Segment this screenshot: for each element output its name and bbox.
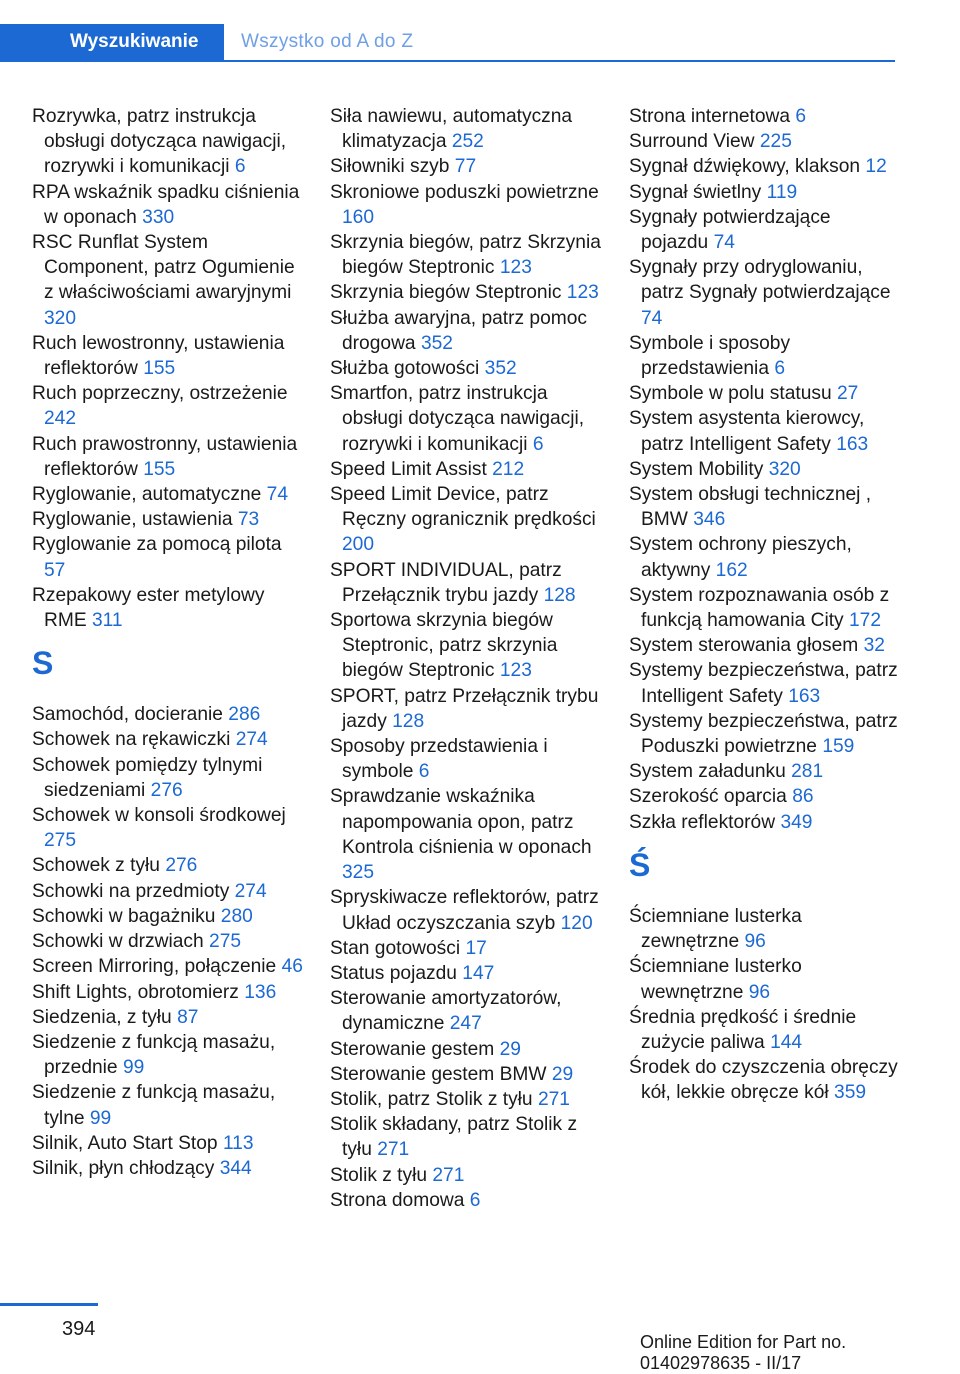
page-link[interactable]: 286 — [228, 704, 261, 726]
index-entry-text: Samochód, docieranie — [32, 704, 223, 726]
index-entry — [330, 936, 602, 961]
page-link[interactable]: 27 — [836, 383, 859, 405]
page-link[interactable]: 271 — [432, 1164, 465, 1186]
page-link[interactable]: 280 — [220, 905, 253, 927]
index-entry — [330, 885, 602, 935]
index-entry — [32, 331, 304, 381]
index-entry — [330, 1188, 602, 1213]
index-entry-text: Strona domowa — [330, 1189, 465, 1211]
index-entry — [629, 180, 901, 205]
page-link[interactable]: 159 — [822, 736, 855, 758]
index-entry — [330, 306, 602, 356]
page-link[interactable]: 144 — [770, 1031, 803, 1053]
index-entry — [629, 658, 901, 708]
index-entry — [32, 432, 304, 482]
page-link[interactable]: 86 — [792, 786, 814, 808]
index-entry-text: Sterowanie gestem — [330, 1038, 495, 1060]
page-link[interactable]: 212 — [492, 458, 525, 480]
index-entry — [629, 205, 901, 255]
index-entry — [32, 532, 304, 582]
page-link[interactable]: 271 — [537, 1088, 570, 1110]
index-entry — [32, 954, 304, 979]
page-link[interactable]: 17 — [465, 937, 487, 959]
index-entry — [330, 558, 602, 608]
index-entry-text: Strona internetowa — [629, 106, 791, 127]
page-link[interactable]: 276 — [165, 855, 198, 877]
index-entry — [330, 381, 602, 457]
index-entry-text: Ryglowanie, ustawienia — [32, 509, 233, 531]
index-entry — [629, 154, 901, 179]
index-entry — [629, 406, 901, 456]
index-entry — [330, 1112, 602, 1162]
page-link[interactable]: 325 — [342, 862, 375, 884]
index-entry-text: Sposoby przedstawienia i symbole — [330, 736, 548, 783]
page-link[interactable]: 271 — [377, 1139, 410, 1161]
page-link[interactable]: 172 — [848, 610, 881, 632]
index-entry-text: Służba gotowości — [330, 358, 480, 380]
page-link[interactable]: 346 — [693, 509, 726, 531]
index-entry — [330, 104, 602, 154]
index-entry-text: Siedzenie z funkcją masażu, przednie — [32, 1031, 276, 1079]
page-link[interactable]: 155 — [143, 458, 176, 480]
index-entry-text: Sygnał świetlny — [629, 181, 762, 203]
index-column-3 — [629, 104, 901, 1106]
page-link[interactable]: 352 — [420, 332, 453, 354]
page-link[interactable]: 74 — [713, 232, 735, 254]
index-entry — [629, 954, 901, 1004]
index-entry-text: Smartfon, patrz instrukcja obsługi dotycząca nawigacji, rozrywki i komunikacji — [330, 383, 585, 455]
page-link[interactable]: 200 — [342, 534, 375, 556]
index-entry — [330, 482, 602, 558]
page-link[interactable]: 330 — [142, 206, 175, 228]
index-entry — [330, 986, 602, 1036]
page-link[interactable]: 163 — [836, 433, 869, 455]
page-link[interactable]: 311 — [91, 610, 123, 632]
page-link[interactable]: 128 — [543, 584, 576, 606]
index-entry-text: Sprawdzanie wskaźnika napompowania opon, patrz Kontrola ciśnienia w oponach — [330, 786, 592, 858]
index-entry — [32, 1030, 304, 1080]
index-entry — [330, 608, 602, 684]
page-link[interactable]: 120 — [560, 912, 593, 934]
page-link[interactable]: 6 — [795, 106, 807, 127]
index-entry — [32, 753, 304, 803]
index-entry-text: Skrzynia biegów, patrz Skrzynia biegów Steptronic — [330, 232, 601, 279]
index-entry — [32, 929, 304, 954]
index-entry-text: Środek do czyszczenia obręczy kół, lekkie obręcze kół — [629, 1057, 898, 1104]
page-link[interactable]: 320 — [768, 458, 801, 480]
index-entry-text: Ściemniane lusterka zewnętrzne — [629, 905, 802, 953]
page-link[interactable]: 320 — [44, 307, 77, 329]
index-entry-text: System rozpoznawania osób z funkcją hamowania City — [629, 584, 890, 632]
index-entry-text: RPA wskaźnik spadku ciśnienia w oponach — [32, 181, 300, 228]
page-link[interactable]: 247 — [449, 1013, 482, 1035]
page-link[interactable]: 225 — [759, 131, 792, 153]
page-link[interactable]: 163 — [788, 685, 821, 707]
index-entry — [32, 180, 304, 230]
page-link[interactable]: 29 — [551, 1063, 574, 1085]
index-entry-text: Stolik, patrz Stolik z tyłu — [330, 1088, 533, 1110]
index-entry — [330, 1087, 602, 1112]
page-link[interactable]: 123 — [566, 282, 599, 304]
index-entry-text: Sygnały potwierdzające pojazdu — [629, 206, 831, 254]
page-link[interactable]: 73 — [237, 509, 260, 531]
page-link[interactable]: 242 — [44, 408, 77, 430]
index-entry — [330, 280, 602, 305]
page-link[interactable]: 6 — [234, 156, 246, 178]
index-entry-text: Sygnał dźwiękowy, klakson — [629, 156, 861, 178]
index-entry-text: Schowek pomiędzy tylnymi siedzeniami — [32, 754, 263, 801]
index-entry — [330, 457, 602, 482]
index-entry-text: RSC Runflat System Component, patrz Ogumienie z właściwościami awaryjnymi — [32, 232, 295, 304]
index-entry-text: Siedzenie z funkcją masażu, tylne — [32, 1082, 276, 1129]
page-link[interactable]: 96 — [748, 981, 771, 1003]
page-link[interactable]: 6 — [532, 433, 544, 455]
index-entry — [629, 583, 901, 633]
page-link[interactable]: 359 — [834, 1082, 867, 1104]
index-entry — [330, 1163, 602, 1188]
index-entry-text: Siłowniki szyb — [330, 156, 450, 178]
page-link[interactable]: 77 — [454, 156, 477, 178]
page-number: 394 — [62, 1318, 96, 1340]
index-entry-text: System załadunku — [629, 761, 786, 783]
index-entry — [32, 702, 304, 727]
index-entry — [330, 356, 602, 381]
page-link[interactable]: 136 — [244, 981, 277, 1003]
page-link[interactable]: 46 — [281, 956, 303, 978]
index-entry-text: Ryglowanie za pomocą pilota — [32, 534, 282, 556]
index-entry-text: System asystenta kierowcy, patrz Intelligent Safety — [629, 408, 865, 455]
index-entry-text: Surround View — [629, 131, 755, 153]
index-entry — [629, 381, 901, 406]
index-entry — [629, 709, 901, 759]
index-entry-text: Stan gotowości — [330, 937, 461, 959]
index-entry — [32, 104, 304, 180]
page-link[interactable]: 155 — [143, 358, 176, 380]
index-entry — [330, 684, 602, 734]
index-entry — [629, 1005, 901, 1055]
index-entry-text: Szerokość oparcia — [629, 786, 787, 808]
index-entry-text: Ryglowanie, automatyczne — [32, 484, 262, 506]
index-entry-text: Systemy bezpieczeństwa, patrz Intelligent Safety — [629, 660, 898, 707]
page-link[interactable]: 119 — [766, 181, 798, 203]
index-entry — [629, 457, 901, 482]
tab-a-to-z[interactable]: Wszystko od A do Z — [241, 31, 414, 52]
index-entry — [330, 154, 602, 179]
index-entry — [32, 727, 304, 752]
index-entry — [32, 879, 304, 904]
section-letter: Ś — [629, 846, 651, 883]
page-link[interactable]: 349 — [780, 811, 813, 833]
index-entry — [629, 633, 901, 658]
index-entry-text: Ruch poprzeczny, ostrzeżenie — [32, 383, 288, 405]
index-entry-text: Sterowanie amortyzatorów, dynamiczne — [330, 988, 562, 1035]
page-link[interactable]: 29 — [499, 1038, 521, 1060]
index-entry — [330, 180, 602, 230]
page-link[interactable]: 32 — [863, 635, 885, 657]
tab-search[interactable]: Wyszukiwanie — [0, 24, 224, 60]
index-entry-text: SPORT, patrz Przełącznik trybu jazdy — [330, 685, 599, 732]
page-link[interactable]: 123 — [499, 660, 532, 682]
page-link[interactable]: 6 — [418, 761, 430, 783]
page-link[interactable]: 352 — [484, 358, 517, 380]
index-entry-text: Schowek w konsoli środkowej — [32, 805, 286, 827]
page-link[interactable]: 123 — [499, 257, 532, 279]
index-entry — [32, 381, 304, 431]
index-entry-text: System sterowania głosem — [629, 635, 859, 657]
index-entry-text: Służba awaryjna, patrz pomoc drogowa — [330, 307, 588, 354]
index-entry-text: Schowki na przedmioty — [32, 880, 230, 902]
footer-rule — [0, 1303, 98, 1306]
index-entry-text: Stolik z tyłu — [330, 1164, 428, 1186]
section-letter: S — [32, 645, 54, 682]
index-entry — [629, 1055, 901, 1105]
index-entry — [32, 507, 304, 532]
index-entry — [32, 1131, 304, 1156]
page-link[interactable]: 281 — [791, 761, 824, 783]
index-entry-text: SPORT INDIVIDUAL, patrz Przełącznik trybu jazdy — [330, 559, 562, 606]
index-entry — [32, 1005, 304, 1030]
index-entry-text: Sygnały przy odryglowaniu, patrz Sygnały potwierdzające — [629, 257, 891, 304]
index-entry-text: Systemy bezpieczeństwa, patrz Poduszki powietrzne — [629, 710, 898, 758]
index-entry — [32, 583, 304, 633]
page-link[interactable]: 6 — [774, 358, 786, 380]
page-link[interactable]: 252 — [451, 131, 484, 153]
page-link[interactable]: 99 — [89, 1107, 112, 1129]
page-link[interactable]: 74 — [266, 484, 288, 506]
page-link[interactable]: 147 — [462, 962, 495, 984]
index-column-2 — [330, 104, 602, 1213]
page-link[interactable]: 275 — [209, 931, 242, 953]
index-entry — [330, 1037, 602, 1062]
index-entry — [32, 482, 304, 507]
index-entry — [629, 482, 901, 532]
index-entry-text: System obsługi technicznej , BMW — [629, 484, 872, 531]
index-entry-text: Stolik składany, patrz Stolik z tyłu — [330, 1114, 578, 1161]
page-link[interactable]: 344 — [219, 1157, 252, 1179]
index-entry-text: System ochrony pieszych, aktywny — [629, 534, 852, 581]
index-entry-text: Shift Lights, obrotomierz — [32, 981, 239, 1003]
index-entry-text: Szkła reflektorów — [629, 811, 776, 833]
index-entry-text: Średnia prędkość i średnie zużycie paliwa — [629, 1006, 857, 1053]
index-entry-text: Speed Limit Assist — [330, 458, 487, 480]
index-entry-text: Screen Mirroring, połączenie — [32, 956, 277, 978]
index-entry — [32, 803, 304, 853]
page-link[interactable]: 57 — [44, 559, 66, 581]
index-entry-text: Siła nawiewu, automatyczna klimatyzacja — [330, 106, 573, 153]
index-entry — [629, 532, 901, 582]
index-entry-text: Schowek na rękawiczki — [32, 729, 231, 751]
index-entry-text: Silnik, Auto Start Stop — [32, 1132, 218, 1154]
index-entry-text: Schowki w bagażniku — [32, 905, 216, 927]
page-link[interactable]: 276 — [150, 779, 183, 801]
page-link[interactable]: 275 — [44, 830, 77, 852]
index-entry-text: Schowek z tyłu — [32, 855, 160, 877]
index-entry — [330, 961, 602, 986]
page-link[interactable]: 274 — [234, 880, 267, 902]
index-entry — [629, 759, 901, 784]
index-entry-text: Skrzynia biegów Steptronic — [330, 282, 562, 304]
index-entry — [32, 230, 304, 331]
index-entry-text: Rzepakowy ester metylowy RME — [32, 584, 265, 632]
index-entry — [629, 129, 901, 154]
index-entry — [629, 255, 901, 331]
index-entry-text: Spryskiwacze reflektorów, patrz Układ oczyszczania szyb — [330, 887, 599, 934]
page-link[interactable]: 274 — [235, 729, 268, 751]
index-entry-text: Rozrywka, patrz instrukcja obsługi dotycząca nawigacji, rozrywki i komunikacji — [32, 106, 287, 178]
index-entry-text: Symbole w polu statusu — [629, 383, 832, 405]
index-entry — [330, 784, 602, 885]
header-tabs — [0, 24, 895, 62]
index-entry-text: Symbole i sposoby przedstawienia — [629, 332, 791, 380]
index-entry-text: Ruch lewostronny, ustawienia reflektorów — [32, 332, 285, 380]
page-link[interactable]: 162 — [715, 559, 748, 581]
page-link[interactable]: 160 — [342, 206, 375, 228]
index-entry-text: Ruch prawostronny, ustawienia reflektorów — [32, 433, 298, 480]
index-entry-text: Skroniowe poduszki powietrzne — [330, 181, 599, 203]
index-column-1 — [32, 104, 304, 1181]
index-entry-text: Sterowanie gestem BMW — [330, 1063, 547, 1085]
index-entry — [32, 904, 304, 929]
edition-note: Online Edition for Part no. 01402978635 - II/17 — [640, 1332, 847, 1373]
index-entry — [330, 734, 602, 784]
page-link[interactable]: 96 — [744, 931, 766, 953]
page-link[interactable]: 74 — [641, 307, 663, 329]
index-entry-text: Speed Limit Device, patrz Ręczny ogranicznik prędkości — [330, 484, 596, 531]
index-entry — [330, 230, 602, 280]
index-entry-text: Silnik, płyn chłodzący — [32, 1157, 215, 1179]
index-entry-text: Sportowa skrzynia biegów Steptronic, patrz skrzynia biegów Steptronic — [330, 610, 558, 682]
page-link[interactable]: 87 — [177, 1006, 199, 1028]
index-entry-text: System Mobility — [629, 458, 764, 480]
index-entry — [629, 331, 901, 381]
page-link[interactable]: 12 — [865, 156, 887, 178]
page-link[interactable]: 128 — [392, 710, 425, 732]
index-entry-text: Siedzenia, z tyłu — [32, 1006, 172, 1028]
index-entry-text: Schowki w drzwiach — [32, 931, 204, 953]
index-entry — [32, 853, 304, 878]
index-entry — [629, 810, 901, 835]
index-entry — [629, 904, 901, 954]
index-entry — [629, 104, 901, 129]
page-link[interactable]: 6 — [469, 1189, 481, 1211]
index-entry — [32, 1156, 304, 1181]
index-entry — [330, 1062, 602, 1087]
index-entry-text: Status pojazdu — [330, 962, 457, 984]
index-entry — [629, 784, 901, 809]
index-entry — [32, 1080, 304, 1130]
index-entry-text: Ściemniane lusterko wewnętrzne — [629, 956, 802, 1003]
page-link[interactable]: 99 — [122, 1057, 145, 1079]
index-entry — [32, 980, 304, 1005]
page-link[interactable]: 113 — [222, 1132, 254, 1154]
